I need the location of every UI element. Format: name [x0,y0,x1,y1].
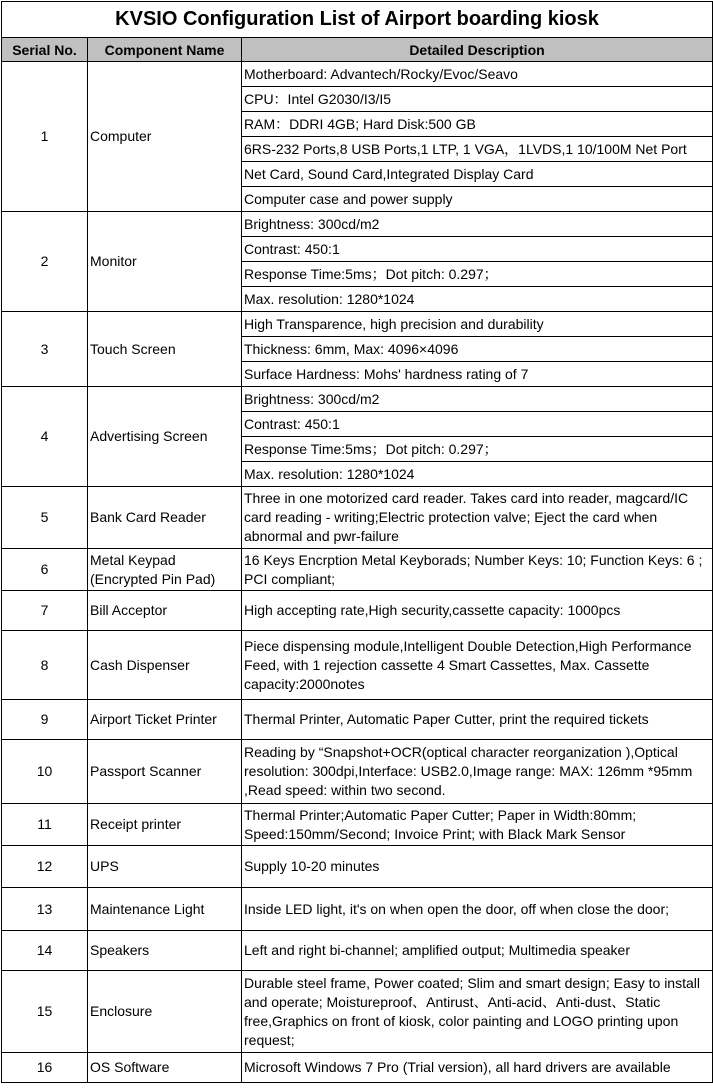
component-cell: Passport Scanner [88,740,242,804]
description-cell: Motherboard: Advantech/Rocky/Evoc/Seavo [242,62,713,87]
component-cell: UPS [88,846,242,888]
serial-cell: 12 [2,846,88,888]
description-cell: High accepting rate,High security,cassette capacity: 1000pcs [242,591,713,631]
component-cell: Touch Screen [88,312,242,387]
serial-cell: 5 [2,487,88,549]
component-cell: Speakers [88,931,242,971]
component-cell: Cash Dispenser [88,631,242,700]
table-row [2,312,713,337]
table-row [2,971,713,1053]
description-cell: Piece dispensing module,Intelligent Double Detection,High Performance Feed, with 1 rejection cassette 4 Smart Cassettes, Max. Cassette capacity:2000notes [242,631,713,700]
header-description: Detailed Description [242,38,713,62]
table-body [2,62,713,1083]
description-cell: RAM：DDRI 4GB; Hard Disk:500 GB [242,112,713,137]
component-cell: Computer [88,62,242,212]
description-cell: Net Card, Sound Card,Integrated Display Card [242,162,713,187]
component-cell: Bill Acceptor [88,591,242,631]
serial-cell: 7 [2,591,88,631]
serial-cell: 9 [2,700,88,740]
serial-cell: 14 [2,931,88,971]
description-cell: Brightness: 300cd/m2 [242,212,713,237]
table-row [2,931,713,971]
header-serial: Serial No. [2,38,88,62]
description-cell: Thermal Printer;Automatic Paper Cutter; Paper in Width:80mm; Speed:150mm/Second; Invoice Print; with Black Mark Sensor [242,804,713,846]
component-cell: Enclosure [88,971,242,1053]
description-cell: Max. resolution: 1280*1024 [242,287,713,312]
component-cell: Metal Keypad (Encrypted Pin Pad) [88,549,242,591]
component-cell: Monitor [88,212,242,312]
component-cell: OS Software [88,1053,242,1083]
table-row [2,740,713,804]
component-cell: Airport Ticket Printer [88,700,242,740]
description-cell: Contrast: 450:1 [242,412,713,437]
description-cell: Max. resolution: 1280*1024 [242,462,713,487]
component-cell: Bank Card Reader [88,487,242,549]
description-cell: Inside LED light, it's on when open the door, off when close the door; [242,888,713,931]
description-cell: Three in one motorized card reader. Takes card into reader, magcard/IC card reading - writing;Electric protection valve; Eject the card when abnormal and pwr-failure [242,487,713,549]
table-row [2,888,713,931]
table-row [2,631,713,700]
description-cell: Response Time:5ms；Dot pitch: 0.297； [242,437,713,462]
serial-cell: 15 [2,971,88,1053]
component-cell: Advertising Screen [88,387,242,487]
serial-cell: 2 [2,212,88,312]
table-title: KVSIO Configuration List of Airport boarding kiosk [2,2,713,38]
table-row [2,387,713,412]
header-component: Component Name [88,38,242,62]
description-cell: Thermal Printer, Automatic Paper Cutter, print the required tickets [242,700,713,740]
description-cell: Microsoft Windows 7 Pro (Trial version), all hard drivers are available [242,1053,713,1083]
description-cell: Brightness: 300cd/m2 [242,387,713,412]
configuration-table [1,1,713,1083]
description-cell: High Transparence, high precision and durability [242,312,713,337]
serial-cell: 1 [2,62,88,212]
description-cell: Supply 10-20 minutes [242,846,713,888]
description-cell: CPU：Intel G2030/I3/I5 [242,87,713,112]
description-cell: Response Time:5ms；Dot pitch: 0.297； [242,262,713,287]
serial-cell: 3 [2,312,88,387]
description-cell: Computer case and power supply [242,187,713,212]
description-cell: Left and right bi-channel; amplified output; Multimedia speaker [242,931,713,971]
table-row [2,487,713,549]
description-cell: Surface Hardness: Mohs' hardness rating of 7 [242,362,713,387]
serial-cell: 16 [2,1053,88,1083]
serial-cell: 10 [2,740,88,804]
component-cell: Receipt printer [88,804,242,846]
description-cell: 16 Keys Encrption Metal Keyborads; Number Keys: 10; Function Keys: 6 ; PCI compliant; [242,549,713,591]
table-row [2,700,713,740]
table-row [2,846,713,888]
description-cell: Contrast: 450:1 [242,237,713,262]
description-cell: 6RS-232 Ports,8 USB Ports,1 LTP, 1 VGA，1LVDS,1 10/100M Net Port [242,137,713,162]
serial-cell: 13 [2,888,88,931]
table-row [2,62,713,87]
serial-cell: 8 [2,631,88,700]
table-row [2,1053,713,1083]
serial-cell: 4 [2,387,88,487]
description-cell: Thickness: 6mm, Max: 4096×4096 [242,337,713,362]
serial-cell: 11 [2,804,88,846]
description-cell: Reading by “Snapshot+OCR(optical character reorganization ),Optical resolution: 300dpi,Interface: USB2.0,Image range: MAX: 126mm *95mm ,Read speed: within two second. [242,740,713,804]
description-cell: Durable steel frame, Power coated; Slim and smart design; Easy to install and operate; Moistureproof、Antirust、Anti-acid、Anti-dust、Static free,Graphics on front of kiosk, color painting and LOGO printing upon request; [242,971,713,1053]
table-row [2,591,713,631]
table-row [2,549,713,591]
component-cell: Maintenance Light [88,888,242,931]
table-row [2,212,713,237]
serial-cell: 6 [2,549,88,591]
table-row [2,804,713,846]
